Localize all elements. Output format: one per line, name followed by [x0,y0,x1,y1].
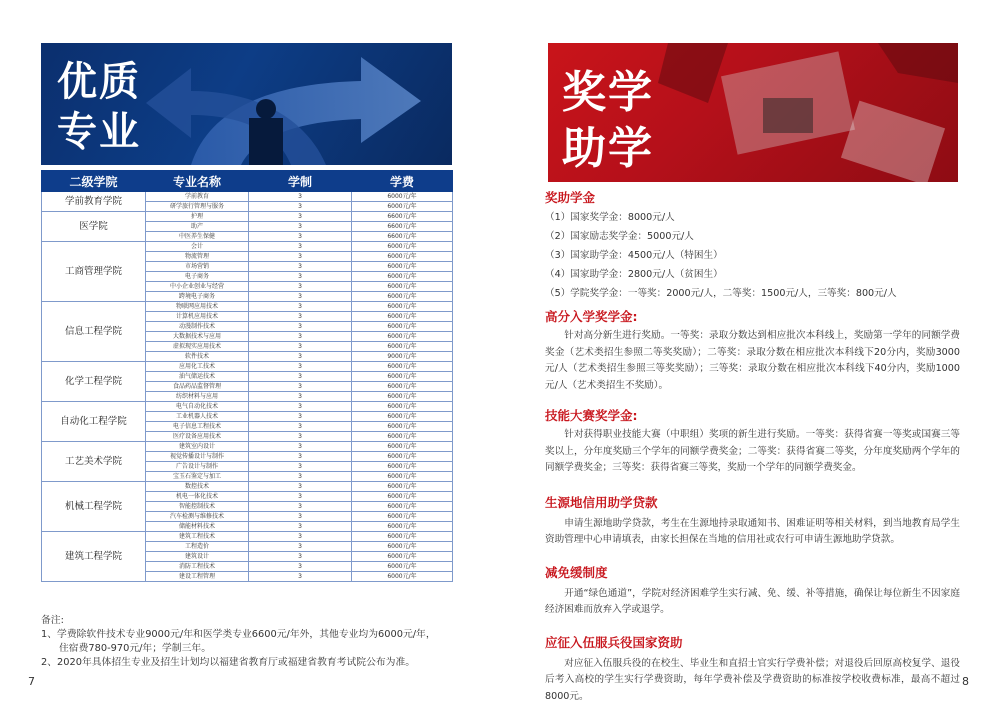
duration-cell: 3 [249,252,352,262]
duration-cell: 3 [249,352,352,362]
list-item: （4）国家助学金：2800元/人（贫困生） [545,269,723,280]
tuition-cell: 6600元/年 [352,222,453,232]
major-cell: 储能材料技术 [146,522,249,532]
major-cell: 建筑设计 [146,552,249,562]
major-cell: 中医养生保健 [146,232,249,242]
major-cell: 物联网应用技术 [146,302,249,312]
major-cell: 消防工程技术 [146,562,249,572]
major-cell: 计算机应用技术 [146,312,249,322]
major-cell: 汽车检测与维修技术 [146,512,249,522]
tuition-cell: 6000元/年 [352,432,453,442]
notes-line-1: 1、学费除软件技术专业9000元/年和医学类专业6600元/年外，其他专业均为6000元/年， [41,629,436,640]
tuition-cell: 6600元/年 [352,232,453,242]
tuition-cell: 6000元/年 [352,342,453,352]
college-cell: 学前教育学院 [42,192,146,212]
duration-cell: 3 [249,562,352,572]
major-cell: 动漫制作技术 [146,322,249,332]
major-cell: 纺织材料与应用 [146,392,249,402]
banner-title-line2: 助学 [562,123,654,174]
duration-cell: 3 [249,372,352,382]
tuition-cell: 6600元/年 [352,212,453,222]
banner-title-line2: 专业 [57,109,141,155]
tuition-cell: 6000元/年 [352,402,453,412]
fee-relief-text: 开通“绿色通道”，学院对经济困难学生实行减、免、缓、补等措施，确保让每位新生不因家庭经济困难而放弃入学或退学。 [545,587,960,615]
tuition-cell: 6000元/年 [352,462,453,472]
major-cell: 虚拟现实应用技术 [146,342,249,352]
college-cell: 工商管理学院 [42,242,146,302]
college-cell: 化学工程学院 [42,362,146,402]
tuition-cell: 6000元/年 [352,552,453,562]
duration-cell: 3 [249,212,352,222]
page-number-right: 8 [962,675,969,688]
duration-cell: 3 [249,272,352,282]
table-body [42,192,453,582]
majors-fee-table [41,170,453,582]
duration-cell: 3 [249,302,352,312]
major-cell: 宝玉石鉴定与加工 [146,472,249,482]
section-title-fee-relief: 减免缓制度 [545,564,608,580]
major-cell: 电气自动化技术 [146,402,249,412]
section-title-awards: 奖助学金 [545,190,596,205]
tuition-cell: 6000元/年 [352,532,453,542]
section-title-student-loan: 生源地信用助学贷款 [545,494,658,510]
tuition-cell: 6000元/年 [352,492,453,502]
major-cell: 智能控制技术 [146,502,249,512]
tuition-cell: 6000元/年 [352,472,453,482]
table-row [42,482,453,492]
duration-cell: 3 [249,472,352,482]
college-cell: 工艺美术学院 [42,442,146,482]
tuition-cell: 6000元/年 [352,302,453,312]
duration-cell: 3 [249,512,352,522]
duration-cell: 3 [249,402,352,412]
major-cell: 软件技术 [146,352,249,362]
duration-cell: 3 [249,462,352,472]
tuition-cell: 6000元/年 [352,192,453,202]
tuition-cell: 6000元/年 [352,202,453,212]
table-row [42,402,453,412]
duration-cell: 3 [249,432,352,442]
duration-cell: 3 [249,332,352,342]
table-row [42,362,453,372]
college-cell: 医学院 [42,212,146,242]
tuition-cell: 6000元/年 [352,372,453,382]
duration-cell: 3 [249,232,352,242]
list-item: （2）国家励志奖学金：5000元/人 [545,231,694,242]
notes-line-2: 2、2020年具体招生专业及招生计划均以福建省教育厅或福建省教育考试院公布为准。 [41,657,416,668]
duration-cell: 3 [249,552,352,562]
duration-cell: 3 [249,292,352,302]
major-cell: 电子信息工程技术 [146,422,249,432]
banner-title [57,57,141,157]
tuition-cell: 6000元/年 [352,322,453,332]
notes [41,614,461,670]
duration-cell: 3 [249,482,352,492]
duration-cell: 3 [249,202,352,212]
major-cell: 建筑工程技术 [146,532,249,542]
duration-cell: 3 [249,322,352,332]
duration-cell: 3 [249,542,352,552]
tuition-cell: 6000元/年 [352,272,453,282]
skills-contest-text: 针对获得职业技能大赛（中职组）奖项的新生进行奖励。一等奖：获得省赛一等奖或国赛三等奖以上，分年度奖励三个学年的同额学费奖金；二等奖：获得省赛二等奖，分年度奖励两个学年的同额学费奖金；三等奖：获得省赛三等奖，奖励一个学年的同额学费奖金。 [545,429,960,473]
duration-cell: 3 [249,192,352,202]
major-cell: 会计 [146,242,249,252]
tuition-cell: 6000元/年 [352,412,453,422]
banner-title-line1: 优质 [57,59,141,105]
tuition-cell: 6000元/年 [352,332,453,342]
notes-title: 备注: [41,615,64,626]
duration-cell: 3 [249,412,352,422]
table-row [42,302,453,312]
table-row [42,242,453,252]
major-cell: 医疗设备应用技术 [146,432,249,442]
college-cell: 机械工程学院 [42,482,146,532]
duration-cell: 3 [249,222,352,232]
major-cell: 工业机器人技术 [146,412,249,422]
banner-title [562,65,654,177]
tuition-cell: 6000元/年 [352,282,453,292]
major-cell: 助产 [146,222,249,232]
duration-cell: 3 [249,422,352,432]
major-cell: 机电一体化技术 [146,492,249,502]
header-major: 专业名称 [146,171,249,192]
major-cell: 油气储运技术 [146,372,249,382]
notes-line-1b: 住宿费780-970元/年；学制三年。 [59,643,211,654]
tuition-cell: 6000元/年 [352,362,453,372]
duration-cell: 3 [249,312,352,322]
quality-majors-banner [41,43,452,165]
tuition-cell: 9000元/年 [352,352,453,362]
high-score-text: 针对高分新生进行奖励。一等奖：录取分数达到相应批次本科线上，奖励第一学年的同额学费奖金（艺术类招生参照二等奖奖励）；二等奖：录取分数在相应批次本科线下20分内，奖励3000元/人（艺术类招生参照三等奖奖励）；三等奖：录取分数在相应批次本科线下40分内，奖励1000元/人（艺术类招生不奖励）。 [545,330,960,391]
major-cell: 电子商务 [146,272,249,282]
section-title-skills-contest: 技能大赛奖学金: [545,408,638,423]
major-cell: 物流管理 [146,252,249,262]
major-cell: 护理 [146,212,249,222]
college-cell: 自动化工程学院 [42,402,146,442]
major-cell: 建筑室内设计 [146,442,249,452]
college-cell: 建筑工程学院 [42,532,146,582]
major-cell: 工程造价 [146,542,249,552]
tuition-cell: 6000元/年 [352,242,453,252]
section-title-high-score: 高分入学奖学金: [545,309,638,324]
tuition-cell: 6000元/年 [352,292,453,302]
major-cell: 研学旅行管理与服务 [146,202,249,212]
header-tuition: 学费 [352,171,453,192]
duration-cell: 3 [249,572,352,582]
duration-cell: 3 [249,532,352,542]
major-cell: 视觉传播设计与制作 [146,452,249,462]
table-row [42,442,453,452]
student-loan-text: 申请生源地助学贷款，考生在生源地持录取通知书、困难证明等相关材料，到当地教育局学生资助管理中心申请填表，由家长担保在当地的信用社或农行可申请生源地助学贷款。 [545,517,960,545]
major-cell: 中小企业创业与经营 [146,282,249,292]
major-cell: 数控技术 [146,482,249,492]
scholarship-banner [548,43,958,182]
major-cell: 大数据技术与应用 [146,332,249,342]
tuition-cell: 6000元/年 [352,422,453,432]
tuition-cell: 6000元/年 [352,392,453,402]
major-cell: 应用化工技术 [146,362,249,372]
banner-title-line1: 奖学 [562,67,654,118]
duration-cell: 3 [249,362,352,372]
major-cell: 跨境电子商务 [146,292,249,302]
table-row [42,192,453,202]
duration-cell: 3 [249,522,352,532]
duration-cell: 3 [249,392,352,402]
header-duration: 学制 [249,171,352,192]
header-college: 二级学院 [42,171,146,192]
table-row [42,532,453,542]
duration-cell: 3 [249,382,352,392]
tuition-cell: 6000元/年 [352,452,453,462]
tuition-cell: 6000元/年 [352,482,453,492]
major-cell: 建设工程管理 [146,572,249,582]
college-cell: 信息工程学院 [42,302,146,362]
tuition-cell: 6000元/年 [352,512,453,522]
duration-cell: 3 [249,282,352,292]
tuition-cell: 6000元/年 [352,262,453,272]
tuition-cell: 6000元/年 [352,382,453,392]
tuition-cell: 6000元/年 [352,522,453,532]
duration-cell: 3 [249,502,352,512]
scholarship-content [545,188,960,705]
duration-cell: 3 [249,442,352,452]
duration-cell: 3 [249,262,352,272]
list-item: （1）国家奖学金：8000元/人 [545,212,675,223]
duration-cell: 3 [249,342,352,352]
duration-cell: 3 [249,452,352,462]
list-item: （3）国家助学金：4500元/人（特困生） [545,250,723,261]
duration-cell: 3 [249,492,352,502]
tuition-cell: 6000元/年 [352,502,453,512]
tuition-cell: 6000元/年 [352,572,453,582]
awards-list [545,208,960,303]
tuition-cell: 6000元/年 [352,312,453,322]
tuition-cell: 6000元/年 [352,252,453,262]
tuition-cell: 6000元/年 [352,542,453,552]
major-cell: 食品药品监督管理 [146,382,249,392]
table-header-row [42,171,453,192]
section-title-military-aid: 应征入伍服兵役国家资助 [545,634,683,650]
list-item: （5）学院奖学金：一等奖：2000元/人，二等奖：1500元/人，三等奖：800元/人 [545,288,897,299]
table-row [42,212,453,222]
tuition-cell: 6000元/年 [352,442,453,452]
page-number-left: 7 [28,675,35,688]
military-aid-text: 对应征入伍服兵役的在校生、毕业生和直招士官实行学费补偿；对退役后回原高校复学、退役后考入高校的学生实行学费资助，每年学费补偿及学费资助的标准按学校收费标准，最高不超过8000元。 [545,657,960,702]
major-cell: 学前教育 [146,192,249,202]
tuition-cell: 6000元/年 [352,562,453,572]
major-cell: 市场营销 [146,262,249,272]
major-cell: 广告设计与制作 [146,462,249,472]
duration-cell: 3 [249,242,352,252]
